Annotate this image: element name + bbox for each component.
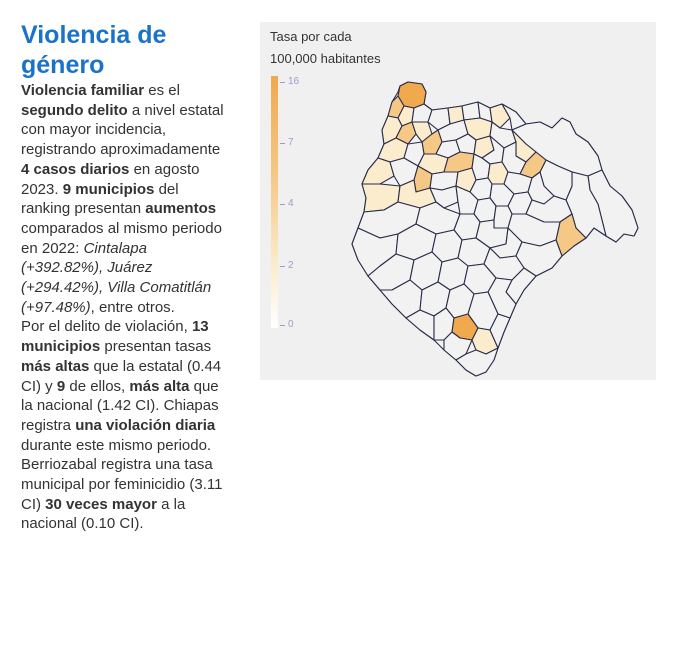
emphasis-text: 13 municipios xyxy=(21,318,209,356)
legend-color-bar xyxy=(271,76,278,328)
legend-tick xyxy=(280,325,285,326)
text-run: Por el delito de violación, xyxy=(21,318,192,336)
emphasis-text: Violencia familiar xyxy=(21,82,145,99)
legend-tick xyxy=(280,143,285,144)
legend-label-7: 7 xyxy=(288,137,294,148)
chiapas-municipalities-map xyxy=(340,78,645,380)
paragraph-violencia-familiar xyxy=(21,81,226,317)
emphasis-text: segundo delito xyxy=(21,101,128,119)
emphasis-text: una violación diaria xyxy=(75,416,216,434)
text-run: presentan tasas xyxy=(100,338,212,356)
choropleth-map-panel xyxy=(260,22,656,380)
text-run: de ellos, xyxy=(65,377,130,395)
legend-tick xyxy=(280,266,285,267)
text-run: Berriozabal registra una tasa municipal por feminicidio (3.11 CI) xyxy=(21,456,223,513)
legend-label-0: 0 xyxy=(288,319,294,330)
legend-tick xyxy=(280,82,285,83)
legend-title-line-1: Tasa por cada xyxy=(270,29,352,44)
legend-tick xyxy=(280,204,285,205)
section-title: Violencia de género xyxy=(21,21,167,79)
emphasis-text: 30 veces mayor xyxy=(45,495,157,513)
emphasis-text: 4 casos diarios xyxy=(21,160,130,178)
emphasis-text: aumentos xyxy=(145,200,217,218)
paragraph-violacion xyxy=(21,317,226,455)
text-run: a nivel estatal con mayor incidencia, registrando aproximadamente xyxy=(21,101,224,159)
text-run: que la estatal (0.44 CI) y xyxy=(21,357,222,395)
legend-title-line-2: 100,000 habitantes xyxy=(270,51,381,66)
paragraph-feminicidio xyxy=(21,455,226,534)
text-run: en agosto 2023. xyxy=(21,160,200,198)
legend-label-16: 16 xyxy=(288,76,300,87)
text-run: comparados al mismo periodo en 2022: xyxy=(21,219,222,257)
text-run: , entre otros. xyxy=(90,298,175,316)
legend-label-4: 4 xyxy=(288,198,294,209)
text-run: que la nacional (1.42 CI). Chiapas registra xyxy=(21,377,219,434)
text-run: es el xyxy=(144,82,180,99)
municipality xyxy=(462,102,480,120)
emphasis-text: 9 xyxy=(56,377,66,395)
legend-title xyxy=(270,26,381,70)
emphasis-text: más altas xyxy=(21,357,90,375)
text-run: del ranking presentan xyxy=(21,180,179,218)
emphasis-text: más alta xyxy=(129,377,190,395)
emphasis-text: 9 municipios xyxy=(62,180,155,198)
italic-text: Cintalapa (+392.82%), Juárez (+294.42%), Villa Comatitlán (+97.48%) xyxy=(21,239,212,316)
description-text xyxy=(21,81,226,534)
legend-label-2: 2 xyxy=(288,260,294,271)
text-run: a la nacional (0.10 CI). xyxy=(21,495,186,533)
text-run: durante este mismo periodo. xyxy=(21,436,212,454)
